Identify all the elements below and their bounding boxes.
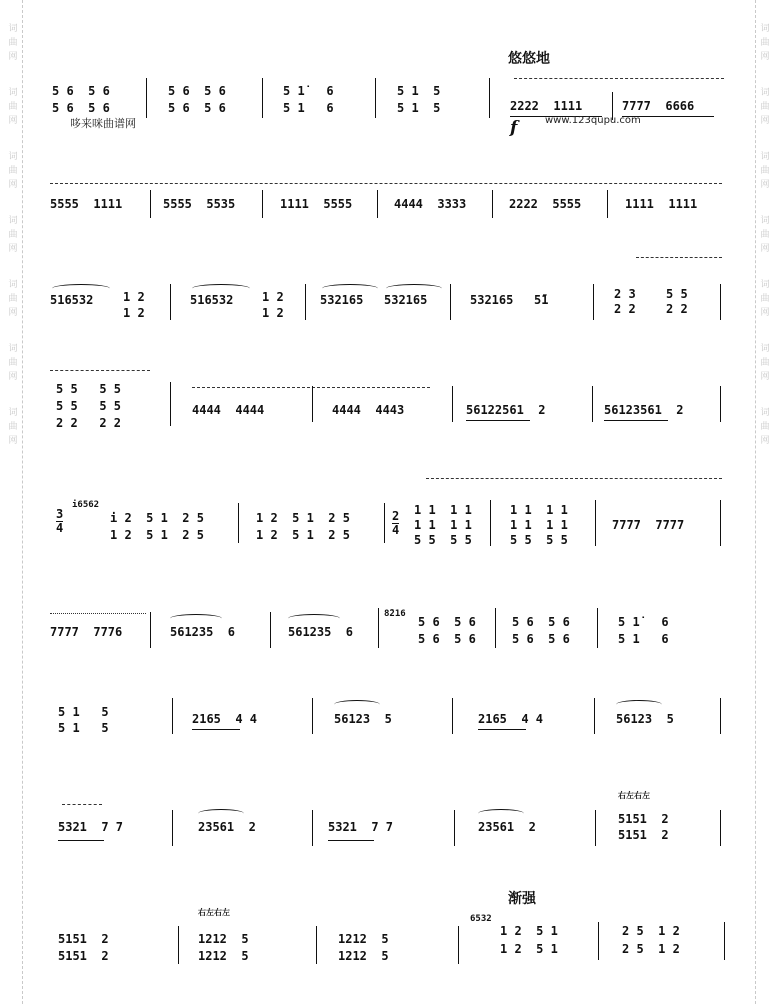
barline	[720, 500, 721, 546]
barline	[172, 810, 173, 846]
slur	[52, 284, 110, 293]
measure-4: 23561 2	[478, 820, 536, 834]
slur	[170, 614, 222, 623]
barline	[720, 810, 721, 846]
beam	[328, 840, 374, 841]
measure-3-lower: 1212 5	[338, 949, 389, 963]
barline	[378, 608, 379, 648]
measure-1-lower: 1 2 5 1 2 5	[110, 528, 204, 542]
measure-3-upper: 1212 5	[338, 932, 389, 946]
barline	[458, 926, 459, 964]
measure-5-upper: 2 5 1 2	[622, 924, 680, 938]
barline	[172, 698, 173, 734]
measure-1: 7777 7776	[50, 625, 123, 639]
slur	[198, 809, 244, 818]
measure-1: 5555 1111	[50, 197, 123, 211]
measure-5-upper: 2 3	[614, 287, 636, 301]
barline	[724, 922, 725, 960]
barline	[607, 190, 608, 218]
measure-4-row-3: 5 5 5 5	[510, 533, 568, 547]
barline	[720, 284, 721, 320]
measure-4b: 5̄1	[534, 293, 549, 307]
watermark-text: 哆来咪曲谱网	[70, 117, 136, 130]
barline	[598, 922, 599, 960]
measure-2: 23561 2	[198, 820, 256, 834]
measure-6-upper: 5 1̇ 6	[618, 615, 669, 629]
measure-1-lower: 5 1 5	[58, 721, 109, 735]
barline	[316, 926, 317, 964]
margin-char: 网	[760, 244, 770, 254]
measure-4-upper: 1 2 5 1	[500, 924, 558, 938]
margin-char: 曲	[8, 38, 18, 48]
barline	[150, 612, 151, 648]
margin-char: 网	[8, 372, 18, 382]
dynamic-forte: f	[510, 118, 518, 138]
measure-1-lower: 5151 2	[58, 949, 109, 963]
measure-2-upper: 5 6 5 6	[168, 84, 226, 98]
barline	[262, 190, 263, 218]
measure-4-lower: 5 6 5 6	[418, 632, 476, 646]
margin-char: 网	[760, 116, 770, 126]
measure-4: 56122561 2	[466, 403, 546, 417]
barline	[170, 284, 171, 320]
dynamic-crescendo: 渐强	[508, 891, 536, 907]
measure-1-upper: 1 2	[123, 290, 145, 304]
measure-3b: 532165	[384, 293, 428, 307]
margin-char: 曲	[760, 358, 770, 368]
margin-char: 词	[8, 344, 18, 354]
slur	[386, 284, 442, 293]
slur	[334, 700, 380, 709]
technique-line	[62, 804, 102, 805]
barline	[720, 698, 721, 734]
measure-4-row-2: 1 1 1 1	[510, 518, 568, 532]
measure-6: 7777 6666	[622, 99, 695, 113]
measure-5-upper: 5151 2	[618, 812, 669, 826]
measure-5-lower: 5151 2	[618, 828, 669, 842]
barline	[597, 608, 598, 648]
fingering-mark: 右左右左	[198, 908, 230, 917]
measure-4a: 532165	[470, 293, 514, 307]
measure-4-row-1: 1 1 1 1	[510, 503, 568, 517]
watermark-url: www.123qupu.com	[545, 115, 641, 126]
barline	[312, 810, 313, 846]
measure-1-upper: i 2 5 1 2 5	[110, 511, 204, 525]
margin-char: 曲	[760, 230, 770, 240]
measure-5: 2222 5555	[509, 197, 582, 211]
measure-2-upper: 1212 5	[198, 932, 249, 946]
barline	[312, 386, 313, 422]
tempo-marking: 悠悠地	[508, 51, 550, 67]
beam	[604, 420, 668, 421]
measure-2: 4444 4444	[192, 403, 265, 417]
measure-2-lower: 1 2 5 1 2 5	[256, 528, 350, 542]
margin-char: 词	[8, 88, 18, 98]
measure-4-lower: 5 1 5	[397, 101, 441, 115]
measure-5-lower: 5 6 5 6	[512, 632, 570, 646]
margin-char: 曲	[760, 294, 770, 304]
margin-char: 曲	[8, 358, 18, 368]
margin-char: 网	[8, 244, 18, 254]
measure-3-row-2: 1 1 1 1	[414, 518, 472, 532]
measure-3-upper: 5 1̇ 6	[283, 84, 334, 98]
beam	[192, 729, 240, 730]
barline	[593, 284, 594, 320]
measure-1: 5321 7 7	[58, 820, 124, 834]
barline	[495, 608, 496, 648]
measure-2-upper: 1 2	[262, 290, 284, 304]
slur	[322, 284, 378, 293]
measure-3-lower: 5 1 6	[283, 101, 334, 115]
technique-line	[192, 387, 430, 388]
technique-line	[514, 78, 724, 79]
measure-5: 2222 1111	[510, 99, 583, 113]
barline	[305, 284, 306, 320]
margin-char: 网	[8, 436, 18, 446]
measure-5: 56123561 2	[604, 403, 684, 417]
barline	[377, 190, 378, 218]
right-margin-watermark	[754, 0, 776, 448]
margin-char: 词	[760, 24, 770, 34]
margin-char: 曲	[760, 102, 770, 112]
margin-char: 曲	[8, 422, 18, 432]
barline	[146, 78, 147, 118]
measure-4-lower: 1 2 5 1	[500, 942, 558, 956]
grace-notes: 8̄216	[384, 609, 406, 619]
measure-1-lower: 1 2	[123, 306, 145, 320]
measure-1-row-3: 2 2 2 2	[56, 416, 122, 430]
slur	[288, 614, 340, 623]
barline	[270, 612, 271, 648]
measure-6-lower: 5 1 6	[618, 632, 669, 646]
measure-2-lower: 1 2	[262, 306, 284, 320]
margin-char: 词	[8, 408, 18, 418]
barline	[452, 386, 453, 422]
barline	[592, 386, 593, 422]
measure-5-lower: 2 2	[614, 302, 636, 316]
measure-2: 5555 5535	[163, 197, 236, 211]
margin-char: 曲	[8, 294, 18, 304]
measure-5-chord-top: 5 5	[666, 287, 688, 301]
barline	[384, 503, 385, 543]
measure-1-row-2: 5 5 5 5	[56, 399, 122, 413]
barline	[312, 698, 313, 734]
measure-2: 561235 6	[170, 625, 236, 639]
technique-line	[636, 257, 722, 258]
measure-4-upper: 5 6 5 6	[418, 615, 476, 629]
technique-line	[426, 478, 722, 479]
margin-char: 词	[760, 408, 770, 418]
barline	[595, 810, 596, 846]
measure-5-lower: 2 5 1 2	[622, 942, 680, 956]
barline	[262, 78, 263, 118]
time-signature-3-4: 3 4	[56, 507, 64, 535]
barline	[720, 386, 721, 422]
measure-4-upper: 5 1 5	[397, 84, 441, 98]
measure-4: 4444 3333	[394, 197, 467, 211]
margin-char: 曲	[760, 422, 770, 432]
slur	[192, 284, 250, 293]
measure-1-upper: 5 6 5 6	[52, 84, 110, 98]
margin-char: 网	[8, 116, 18, 126]
measure-3-row-1: 1 1 1 1	[414, 503, 472, 517]
barline	[595, 500, 596, 546]
measure-3a: 532165	[320, 293, 364, 307]
measure-5: 7777 7777	[612, 518, 685, 532]
measure-1-row-1: 5 5 5 5	[56, 382, 122, 396]
margin-char: 词	[8, 152, 18, 162]
margin-char: 曲	[8, 230, 18, 240]
measure-2-lower: 1212 5	[198, 949, 249, 963]
margin-char: 词	[8, 24, 18, 34]
barline	[492, 190, 493, 218]
margin-char: 网	[8, 308, 18, 318]
left-margin-watermark	[2, 0, 24, 448]
measure-2-lower: 5 6 5 6	[168, 101, 226, 115]
measure-3: 1111 5555	[280, 197, 353, 211]
margin-char: 曲	[760, 38, 770, 48]
barline	[238, 503, 239, 543]
measure-2-notes: 516532	[190, 293, 234, 307]
barline	[450, 284, 451, 320]
margin-char: 词	[760, 280, 770, 290]
margin-char: 曲	[760, 166, 770, 176]
margin-char: 词	[760, 88, 770, 98]
measure-6: 1111 1111	[625, 197, 698, 211]
barline	[170, 382, 171, 426]
grace-notes: 6532	[470, 914, 492, 924]
margin-char: 网	[8, 52, 18, 62]
margin-char: 网	[760, 52, 770, 62]
margin-char: 词	[8, 280, 18, 290]
measure-3: 5321 7 7	[328, 820, 394, 834]
measure-5-chord-bottom: 2 2	[666, 302, 688, 316]
technique-line	[50, 183, 722, 184]
time-signature-2-4: 2 4	[392, 509, 400, 537]
slur	[616, 700, 662, 709]
measure-3: 561235 6	[288, 625, 354, 639]
margin-char: 网	[760, 180, 770, 190]
margin-char: 网	[760, 436, 770, 446]
margin-char: 网	[760, 372, 770, 382]
technique-line	[50, 370, 150, 371]
measure-5: 56123 5	[616, 712, 674, 726]
barline	[375, 78, 376, 118]
measure-5-upper: 5 6 5 6	[512, 615, 570, 629]
measure-3: 56123 5	[334, 712, 392, 726]
barline	[150, 190, 151, 218]
beam	[58, 840, 104, 841]
margin-char: 网	[760, 308, 770, 318]
measure-1-lower: 5 6 5 6	[52, 101, 110, 115]
measure-2-upper: 1 2 5 1 2 5	[256, 511, 350, 525]
measure-1-upper: 5151 2	[58, 932, 109, 946]
barline	[452, 698, 453, 734]
barline	[178, 926, 179, 964]
slur	[478, 809, 524, 818]
barline	[594, 698, 595, 734]
margin-char: 词	[760, 344, 770, 354]
margin-char: 词	[760, 152, 770, 162]
margin-char: 曲	[8, 166, 18, 176]
grace-notes: i6562	[72, 500, 100, 510]
beam	[478, 729, 526, 730]
trill-line	[50, 613, 146, 614]
margin-char: 词	[760, 216, 770, 226]
barline	[454, 810, 455, 846]
measure-2: 2165 4 4	[192, 712, 258, 726]
margin-char: 曲	[8, 102, 18, 112]
measure-3-row-3: 5 5 5 5	[414, 533, 472, 547]
measure-3: 4444 4443	[332, 403, 405, 417]
measure-1-notes: 516532	[50, 293, 94, 307]
margin-char: 网	[8, 180, 18, 190]
fingering-mark: 右左右左	[618, 791, 650, 800]
barline	[490, 500, 491, 546]
beam	[466, 420, 530, 421]
measure-4: 2165 4 4	[478, 712, 544, 726]
measure-1-upper: 5 1 5	[58, 705, 109, 719]
barline	[489, 78, 490, 118]
margin-char: 词	[8, 216, 18, 226]
